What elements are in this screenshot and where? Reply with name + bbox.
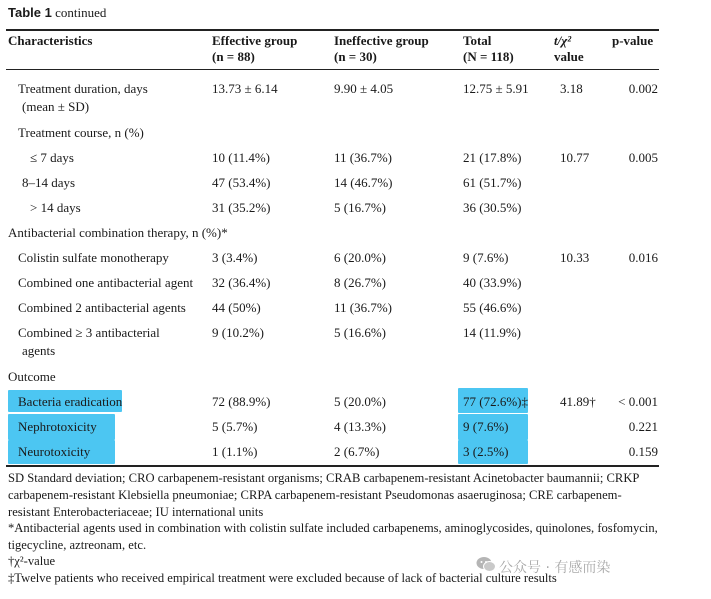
cell-ineffective: 2 (6.7%) <box>334 444 380 459</box>
footnote-dagger: †χ²-value <box>8 554 56 568</box>
cell-ineffective: 14 (46.7%) <box>334 175 393 190</box>
cell-effective: 5 (5.7%) <box>212 419 258 434</box>
row-label: Antibacterial combination therapy, n (%)* <box>8 225 228 240</box>
cell-effective: 3 (3.4%) <box>212 250 258 265</box>
cell-ineffective: 9.90 ± 4.05 <box>334 81 394 96</box>
header-effective-n: (n = 88) <box>212 49 255 64</box>
cell-total: 21 (17.8%) <box>463 150 522 165</box>
row-label: Outcome <box>8 369 56 384</box>
cell-ineffective: 5 (16.6%) <box>334 325 386 340</box>
cell-pvalue: 0.005 <box>628 150 658 165</box>
cell-pvalue: 0.002 <box>628 81 658 96</box>
header-total: Total <box>463 33 492 48</box>
cell-ineffective: 5 (20.0%) <box>334 394 386 409</box>
cell-ineffective: 4 (13.3%) <box>334 419 386 434</box>
cell-ineffective: 5 (16.7%) <box>334 200 386 215</box>
cell-effective: 44 (50%) <box>212 300 261 315</box>
row-label: Bacteria eradication <box>18 394 123 409</box>
cell-stat: 3.18 <box>560 81 583 96</box>
table-label: Table 1 <box>8 5 52 20</box>
cell-total: 14 (11.9%) <box>463 325 522 340</box>
wechat-icon <box>476 556 496 573</box>
cell-total: 61 (51.7%) <box>463 175 522 190</box>
watermark-text: 公众号 · 有感而染 <box>499 560 611 576</box>
cell-total: 40 (33.9%) <box>463 275 522 290</box>
cell-effective: 47 (53.4%) <box>212 175 271 190</box>
cell-total: 12.75 ± 5.91 <box>463 81 529 96</box>
header-stat: t/χ² <box>554 33 572 48</box>
cell-total: 55 (46.6%) <box>463 300 522 315</box>
cell-ineffective: 11 (36.7%) <box>334 300 393 315</box>
cell-ineffective: 6 (20.0%) <box>334 250 386 265</box>
cell-total: 36 (30.5%) <box>463 200 522 215</box>
header-total-n: (N = 118) <box>463 49 514 64</box>
header-characteristics: Characteristics <box>8 33 93 48</box>
row-label: Combined ≥ 3 antibacterial <box>18 325 160 340</box>
row-label: > 14 days <box>30 200 81 215</box>
cell-effective: 9 (10.2%) <box>212 325 264 340</box>
cell-total: 9 (7.6%) <box>463 250 509 265</box>
bottom-rule <box>6 465 659 467</box>
cell-effective: 13.73 ± 6.14 <box>212 81 278 96</box>
table-caption <box>8 5 106 21</box>
header-ineffective-n: (n = 30) <box>334 49 377 64</box>
row-label-continued: agents <box>22 343 56 358</box>
footnote-ddagger: ‡Twelve patients who received empirical treatment were excluded because of lack of bacterial culture results <box>8 571 557 585</box>
cell-pvalue: 0.221 <box>628 419 658 434</box>
header-rule <box>6 69 659 70</box>
footnote-abbreviations: SD Standard deviation; CRO carbapenem-resistant organisms; CRAB carbapenem-resistant Acinetobacter baumannii; CRKP carbapenem-resistant Klebsiella pneumoniae; CRPA carbapenem-resistant Pseudomonas asaeruginosa; CRE carbapenem-resistant Enterobacteriaceae; IU international units <box>8 471 639 519</box>
cell-pvalue: < 0.001 <box>618 394 658 409</box>
row-label: ≤ 7 days <box>30 150 74 165</box>
cell-total: 3 (2.5%) <box>463 444 509 459</box>
cell-stat: 10.33 <box>560 250 590 265</box>
header-effective: Effective group <box>212 33 298 48</box>
top-rule <box>6 29 659 31</box>
cell-total: 77 (72.6%)‡ <box>463 394 528 409</box>
footnote-star: *Antibacterial agents used in combination with colistin sulfate included carbapenems, aminoglycosides, quinolones, fosfomycin, tigecycline, aztreonam, etc. <box>8 521 658 552</box>
cell-stat: 10.77 <box>560 150 590 165</box>
header-ineffective: Ineffective group <box>334 33 429 48</box>
header-pvalue: p-value <box>612 33 654 48</box>
row-label: 8–14 days <box>22 175 76 190</box>
cell-stat: 41.89† <box>560 394 596 409</box>
row-label-continued: (mean ± SD) <box>22 99 90 114</box>
row-label: Combined 2 antibacterial agents <box>18 300 186 315</box>
row-label: Neurotoxicity <box>18 444 91 459</box>
cell-effective: 32 (36.4%) <box>212 275 271 290</box>
cell-effective: 31 (35.2%) <box>212 200 271 215</box>
row-label: Nephrotoxicity <box>18 419 97 434</box>
cell-ineffective: 8 (26.7%) <box>334 275 386 290</box>
cell-ineffective: 11 (36.7%) <box>334 150 393 165</box>
header-stat-value: value <box>554 49 584 64</box>
cell-pvalue: 0.159 <box>628 444 658 459</box>
cell-effective: 10 (11.4%) <box>212 150 271 165</box>
row-label: Treatment course, n (%) <box>18 125 144 140</box>
row-label: Treatment duration, days <box>18 81 148 96</box>
cell-effective: 72 (88.9%) <box>212 394 271 409</box>
table-caption-suffix: continued <box>55 5 107 20</box>
cell-total: 9 (7.6%) <box>463 419 509 434</box>
cell-effective: 1 (1.1%) <box>212 444 258 459</box>
row-label: Colistin sulfate monotherapy <box>18 250 169 265</box>
cell-pvalue: 0.016 <box>628 250 658 265</box>
row-label: Combined one antibacterial agent <box>18 275 194 290</box>
